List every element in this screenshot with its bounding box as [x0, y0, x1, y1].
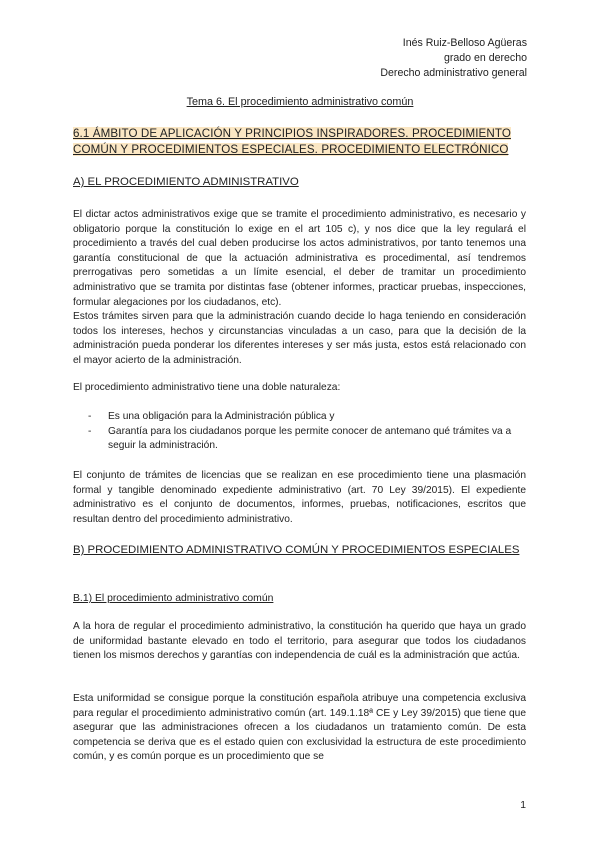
section-title-text: 6.1 ÁMBITO DE APLICACIÓN Y PRINCIPIOS INSPIRADORES. PROCEDIMIENTO COMÚN Y PROCEDIMIENTOS ESPECIALES. PROCEDIMIENTO ELECTRÓNICO	[73, 127, 511, 156]
paragraph-a3: El procedimiento administrativo tiene una doble naturaleza:	[73, 382, 341, 393]
list-item-text: Garantía para los ciudadanos porque les permite conocer de antemano qué trámites va a seguir la administración.	[108, 425, 512, 452]
degree-label: grado en derecho	[443, 52, 527, 64]
list-item-text: Es una obligación para la Administración pública y	[108, 411, 335, 422]
list-item: - Es una obligación para la Administración pública y	[88, 411, 335, 422]
paragraph-a2: Estos trámites sirven para que la administración cuando decide lo haga teniendo en consideración todos los intereses, hechos y circunstancias vinculadas a un caso, para que la decisión de la administración pueda ponderar los diferentes intereses y ser más justa, estos está relacionado con el mayor acierto de la administración.	[73, 311, 526, 366]
heading-b1: B.1) El procedimiento administrativo común	[73, 593, 274, 604]
paragraph-a1: El dictar actos administrativos exige que se tramite el procedimiento administrativo, es necesario y obligatorio porque la constitución lo exige en el art 105 c), y nos dice que la ley regulará el procedimiento a través del cual deben producirse los actos administrativos, por tanto tenemos una garantía constitucional de que la actuación administrativa es procedimental, así tendremos prerrogativas pero sometidas a un límite esencial, el deber de tramitar un procedimiento administrativo que se tramita por distintas fase (obtener informes, practicar pruebas, inspecciones, formular alegaciones por los ciudadanos, etc).	[73, 209, 526, 308]
paragraph-b1: A la hora de regular el procedimiento administrativo, la constitución ha querido que haya un grado de uniformidad bastante elevado en todo el territorio, para asegurar que todos los ciudadanos tienen los mismos derechos y garantías con independencia de cuál es la administración que actúa.	[73, 621, 526, 662]
paragraph-expediente: El conjunto de trámites de licencias que se realizan en ese procedimiento tiene una plasmación formal y tangible denominado expediente administrativo (art. 70 Ley 39/2015). El expediente administrativo es el conjunto de documentos, informes, pruebas, notificaciones, escritos que resultan dentro del procedimiento administrativo.	[73, 470, 526, 525]
paragraph-b2: Esta uniformidad se consigue porque la constitución española atribuye una competencia exclusiva para regular el procedimiento administrativo común (art. 149.1.18ª CE y Ley 39/2015) que tiene que asegurar que las administraciones ofrecen a los ciudadanos un tratamiento común. De esta competencia se deriva que es el estado quien con exclusividad la estructura de este procedimiento común, y es común porque es un procedimiento que se	[73, 693, 526, 763]
tema-title: Tema 6. El procedimiento administrativo común	[186, 96, 414, 108]
list-item: - Garantía para los ciudadanos porque les permite conocer de antemano qué trámites va a seguir la administración.	[88, 425, 512, 452]
page-number: 1	[520, 800, 526, 811]
section-title	[73, 126, 528, 158]
document-header	[380, 36, 527, 81]
heading-b: B) PROCEDIMIENTO ADMINISTRATIVO COMÚN Y PROCEDIMIENTOS ESPECIALES	[73, 544, 520, 556]
subject-label: Derecho administrativo general	[380, 67, 527, 79]
author-name: Inés Ruiz-Belloso Agüeras	[402, 37, 527, 49]
heading-a: A) EL PROCEDIMIENTO ADMINISTRATIVO	[73, 176, 299, 188]
naturaleza-list	[88, 410, 528, 454]
